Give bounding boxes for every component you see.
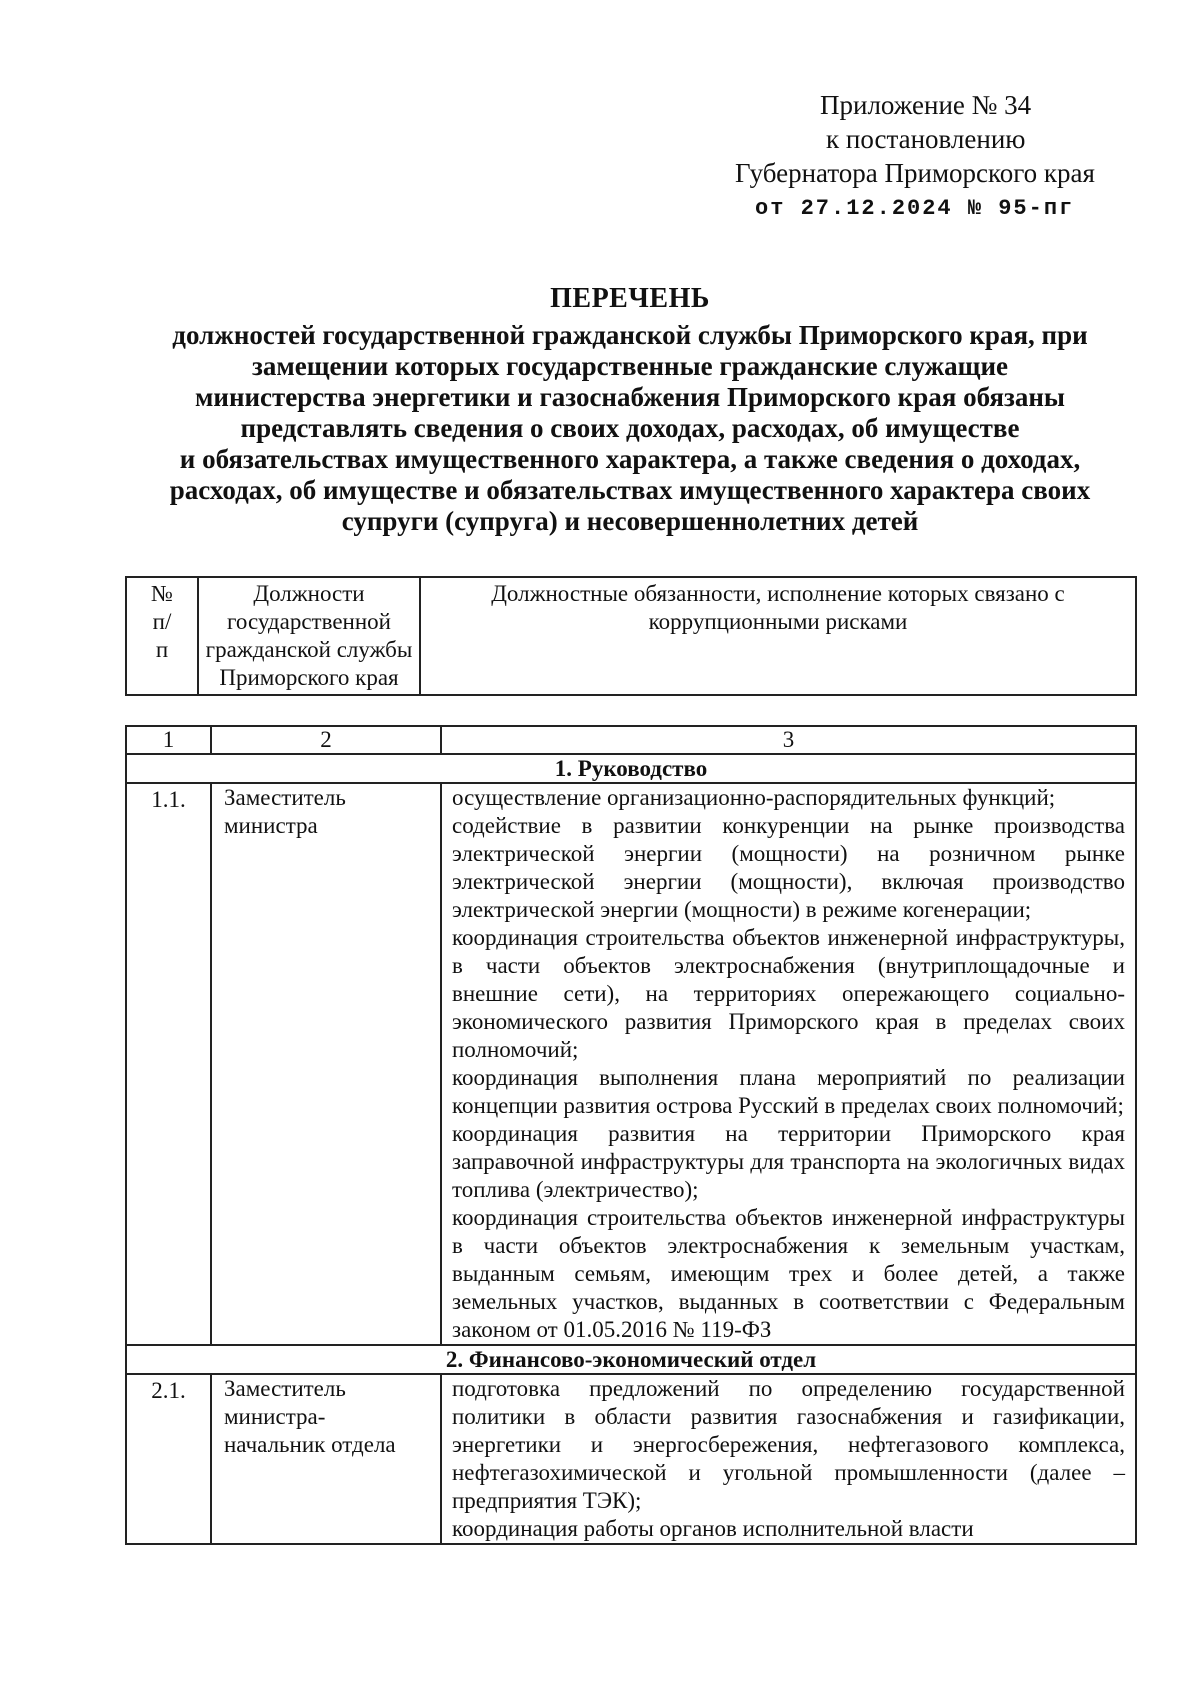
title-line: супруги (супруга) и несовершеннолетних детей bbox=[341, 506, 919, 536]
row-duties bbox=[441, 783, 1136, 1345]
title-line: замещении которых государственные гражданские служащие bbox=[251, 351, 1009, 381]
duty-item: координация развития на территории Приморского края заправочной инфраструктуры для транспорта на экологичных видах топлива (электричество); bbox=[452, 1121, 1125, 1202]
document-title bbox=[130, 283, 1130, 537]
header-col-position: Должности государственной гражданской службы Приморского края bbox=[198, 577, 420, 695]
duty-item: координация работы органов исполнительной власти bbox=[452, 1516, 974, 1541]
row-duties bbox=[441, 1374, 1136, 1544]
title-line: министерства энергетики и газоснабжения Приморского края обязаны bbox=[195, 382, 1065, 412]
column-number: 1 bbox=[126, 726, 211, 754]
row-position: Заместитель министра-начальник отдела bbox=[211, 1374, 441, 1544]
header-col-duties: Должностные обязанности, исполнение которых связано с коррупционными рисками bbox=[420, 577, 1136, 695]
appendix-block bbox=[730, 88, 1150, 226]
section-row bbox=[126, 754, 1136, 783]
duty-item: координация строительства объектов инженерной инфраструктуры, в части объектов электроснабжения (внутриплощадочные и внешние сети), на территориях опережающего социально-экономического развития Приморского края в пределах своих полномочий; bbox=[452, 925, 1125, 1062]
appendix-authority: Губернатора Приморского края bbox=[735, 158, 1095, 188]
header-row bbox=[126, 577, 1136, 695]
appendix-ref: к постановлению bbox=[826, 124, 1026, 154]
row-number: 2.1. bbox=[126, 1374, 211, 1544]
row-number: 1.1. bbox=[126, 783, 211, 1345]
title-line: расходах, об имуществе и обязательствах имущественного характера своих bbox=[169, 475, 1091, 505]
duty-item: осуществление организационно-распорядительных функций; bbox=[452, 785, 1056, 810]
table-row bbox=[126, 1374, 1136, 1544]
duty-item: координация строительства объектов инженерной инфраструктуры в части объектов электроснабжения к земельным участкам, выданным семьям, имеющим трех и более детей, а также земельных участков, выданных в соответствии с Федеральным законом от 01.05.2016 № 119-ФЗ bbox=[452, 1205, 1125, 1342]
title-line: представлять сведения о своих доходах, расходах, об имуществе bbox=[240, 413, 1020, 443]
appendix-stamp: от 27.12.2024 № 95-пг bbox=[755, 196, 1075, 221]
appendix-number: Приложение № 34 bbox=[820, 90, 1032, 120]
row-position: Заместитель министра bbox=[211, 783, 441, 1345]
table-row bbox=[126, 783, 1136, 1345]
section-title: 1. Руководство bbox=[126, 754, 1136, 783]
main-table bbox=[125, 725, 1137, 1545]
duty-item: содействие в развитии конкуренции на рынке производства электрической энергии (мощности) на розничном рынке электрической энергии (мощности), включая производство электрической энергии (мощности) в режиме когенерации; bbox=[452, 813, 1125, 922]
section-title: 2. Финансово-экономический отдел bbox=[126, 1345, 1136, 1374]
title-heading: ПЕРЕЧЕНЬ bbox=[550, 283, 710, 314]
column-number: 2 bbox=[211, 726, 441, 754]
column-number: 3 bbox=[441, 726, 1136, 754]
duty-item: координация выполнения плана мероприятий по реализации концепции развития острова Русский в пределах своих полномочий; bbox=[452, 1065, 1125, 1118]
duty-item: подготовка предложений по определению государственной политики в области развития газоснабжения и газификации, энергетики и энергосбережения, нефтегазового комплекса, нефтегазохимической и угольной промышленности (далее – предприятия ТЭК); bbox=[452, 1376, 1125, 1513]
title-line: должностей государственной гражданской службы Приморского края, при bbox=[172, 320, 1088, 350]
header-col-number: № п/п bbox=[126, 577, 198, 695]
section-row bbox=[126, 1345, 1136, 1374]
title-line: и обязательствах имущественного характера, а также сведения о доходах, bbox=[179, 444, 1081, 474]
column-number-row bbox=[126, 726, 1136, 754]
header-table bbox=[125, 576, 1137, 696]
